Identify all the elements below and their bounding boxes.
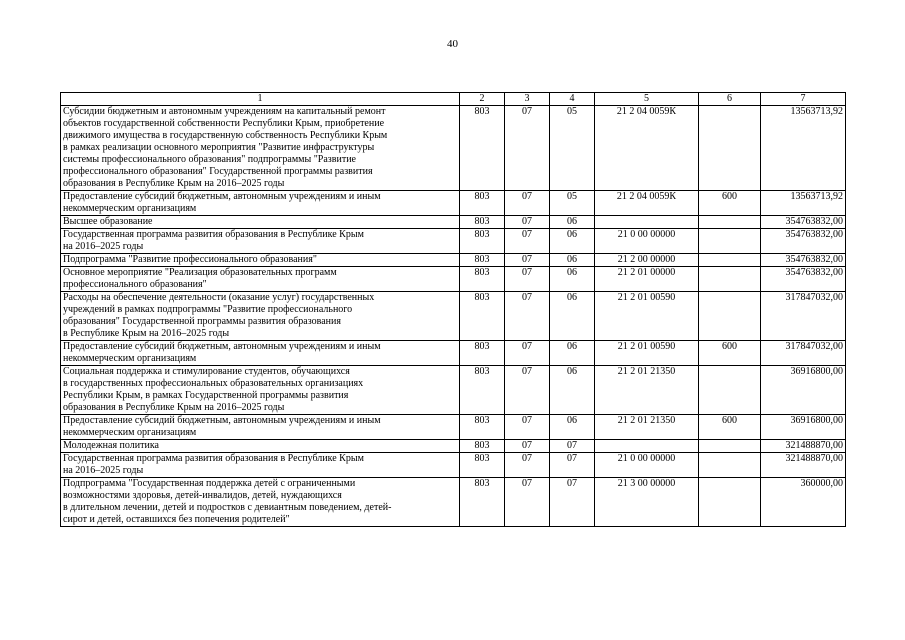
item-name: Государственная программа развития образования в Республике Крым на 2016–2025 годы — [61, 229, 460, 254]
subsection-code: 06 — [550, 341, 595, 366]
target-article: 21 2 00 00000 — [595, 254, 699, 267]
amount: 360000,00 — [761, 478, 846, 527]
item-name: Подпрограмма "Развитие профессионального образования" — [61, 254, 460, 267]
subsection-code: 07 — [550, 453, 595, 478]
ministry-code: 803 — [460, 229, 505, 254]
amount: 354763832,00 — [761, 216, 846, 229]
amount: 317847032,00 — [761, 341, 846, 366]
column-header: 7 — [761, 93, 846, 106]
amount: 321488870,00 — [761, 440, 846, 453]
expense-type — [699, 440, 761, 453]
table-row — [61, 478, 846, 527]
subsection-code: 06 — [550, 229, 595, 254]
expense-type: 600 — [699, 341, 761, 366]
amount: 36916800,00 — [761, 415, 846, 440]
budget-table — [60, 92, 846, 527]
expense-type: 600 — [699, 191, 761, 216]
item-name: Субсидии бюджетным и автономным учреждениям на капитальный ремонт объектов государственной собственности Республики Крым, приобретение движимого имущества в государственную собственность Республики Крым в рамках реализации основного мероприятия "Развитие инфраструктуры системы профессионального образования" подпрограммы "Развитие профессионального образования" Государственной программы развития образования в Республике Крым на 2016–2025 годы — [61, 106, 460, 191]
section-code: 07 — [505, 229, 550, 254]
amount: 354763832,00 — [761, 229, 846, 254]
amount: 36916800,00 — [761, 366, 846, 415]
ministry-code: 803 — [460, 216, 505, 229]
ministry-code: 803 — [460, 440, 505, 453]
table-row — [61, 453, 846, 478]
ministry-code: 803 — [460, 292, 505, 341]
ministry-code: 803 — [460, 415, 505, 440]
subsection-code: 07 — [550, 478, 595, 527]
ministry-code: 803 — [460, 254, 505, 267]
subsection-code: 07 — [550, 440, 595, 453]
section-code: 07 — [505, 216, 550, 229]
ministry-code: 803 — [460, 366, 505, 415]
section-code: 07 — [505, 292, 550, 341]
item-name: Предоставление субсидий бюджетным, автономным учреждениям и иным некоммерческим организациям — [61, 415, 460, 440]
section-code: 07 — [505, 415, 550, 440]
item-name: Основное мероприятие "Реализация образовательных программ профессионального образования" — [61, 267, 460, 292]
target-article — [595, 440, 699, 453]
expense-type — [699, 366, 761, 415]
amount: 354763832,00 — [761, 254, 846, 267]
item-name: Молодежная политика — [61, 440, 460, 453]
target-article: 21 0 00 00000 — [595, 453, 699, 478]
expense-type — [699, 478, 761, 527]
section-code: 07 — [505, 440, 550, 453]
item-name: Предоставление субсидий бюджетным, автономным учреждениям и иным некоммерческим организациям — [61, 341, 460, 366]
amount: 13563713,92 — [761, 106, 846, 191]
expense-type — [699, 453, 761, 478]
expense-type — [699, 267, 761, 292]
ministry-code: 803 — [460, 453, 505, 478]
section-code: 07 — [505, 191, 550, 216]
expense-type — [699, 229, 761, 254]
amount: 354763832,00 — [761, 267, 846, 292]
ministry-code: 803 — [460, 106, 505, 191]
column-header: 6 — [699, 93, 761, 106]
amount: 317847032,00 — [761, 292, 846, 341]
target-article — [595, 216, 699, 229]
item-name: Государственная программа развития образования в Республике Крым на 2016–2025 годы — [61, 453, 460, 478]
item-name: Подпрограмма "Государственная поддержка детей с ограниченными возможностями здоровья, детей-инвалидов, детей, нуждающихся в длительном лечении, детей и подростков с девиантным поведением, детей- сирот и детей, оставшихся без попечения родителей" — [61, 478, 460, 527]
table-row — [61, 191, 846, 216]
subsection-code: 06 — [550, 292, 595, 341]
ministry-code: 803 — [460, 341, 505, 366]
target-article: 21 2 01 00590 — [595, 292, 699, 341]
target-article: 21 3 00 00000 — [595, 478, 699, 527]
section-code: 07 — [505, 478, 550, 527]
expense-type — [699, 254, 761, 267]
table-row — [61, 216, 846, 229]
section-code: 07 — [505, 341, 550, 366]
target-article: 21 2 04 0059К — [595, 106, 699, 191]
amount: 13563713,92 — [761, 191, 846, 216]
ministry-code: 803 — [460, 267, 505, 292]
subsection-code: 06 — [550, 254, 595, 267]
target-article: 21 2 01 00000 — [595, 267, 699, 292]
item-name: Социальная поддержка и стимулирование студентов, обучающихся в государственных профессиональных образовательных организациях Республики Крым, в рамках Государственной программы развития образования в Республике Крым на 2016–2025 годы — [61, 366, 460, 415]
page-number: 40 — [447, 38, 458, 50]
table-row — [61, 341, 846, 366]
table-row — [61, 106, 846, 191]
subsection-code: 05 — [550, 106, 595, 191]
ministry-code: 803 — [460, 191, 505, 216]
section-code: 07 — [505, 106, 550, 191]
table-row — [61, 440, 846, 453]
table-row — [61, 254, 846, 267]
subsection-code: 06 — [550, 415, 595, 440]
subsection-code: 06 — [550, 216, 595, 229]
target-article: 21 2 01 21350 — [595, 366, 699, 415]
column-header: 2 — [460, 93, 505, 106]
subsection-code: 06 — [550, 267, 595, 292]
target-article: 21 2 01 00590 — [595, 341, 699, 366]
column-header: 3 — [505, 93, 550, 106]
column-header: 5 — [595, 93, 699, 106]
section-code: 07 — [505, 366, 550, 415]
section-code: 07 — [505, 254, 550, 267]
target-article: 21 2 04 0059К — [595, 191, 699, 216]
table-row — [61, 229, 846, 254]
column-header: 4 — [550, 93, 595, 106]
item-name: Высшее образование — [61, 216, 460, 229]
table-row — [61, 267, 846, 292]
table-row — [61, 292, 846, 341]
target-article: 21 0 00 00000 — [595, 229, 699, 254]
item-name: Предоставление субсидий бюджетным, автономным учреждениям и иным некоммерческим организациям — [61, 191, 460, 216]
section-code: 07 — [505, 267, 550, 292]
amount: 321488870,00 — [761, 453, 846, 478]
expense-type — [699, 292, 761, 341]
subsection-code: 05 — [550, 191, 595, 216]
expense-type — [699, 216, 761, 229]
ministry-code: 803 — [460, 478, 505, 527]
item-name: Расходы на обеспечение деятельности (оказание услуг) государственных учреждений в рамках подпрограммы "Развитие профессионального образования" Государственной программы развития образования в Республике Крым на 2016–2025 годы — [61, 292, 460, 341]
expense-type — [699, 106, 761, 191]
table-row — [61, 366, 846, 415]
table-row — [61, 415, 846, 440]
subsection-code: 06 — [550, 366, 595, 415]
header-row — [61, 93, 846, 106]
column-header: 1 — [61, 93, 460, 106]
expense-type: 600 — [699, 415, 761, 440]
section-code: 07 — [505, 453, 550, 478]
target-article: 21 2 01 21350 — [595, 415, 699, 440]
